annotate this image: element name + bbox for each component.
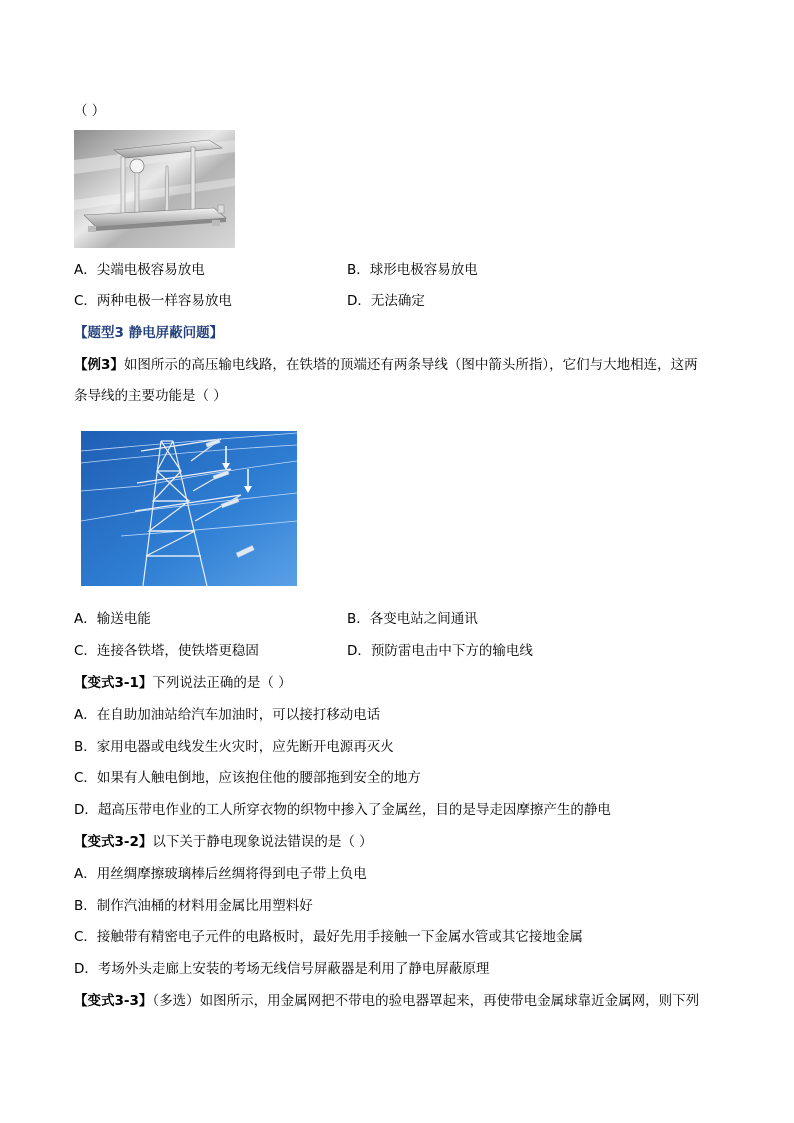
example3-tag: 【例3】 <box>74 357 124 373</box>
section-heading <box>74 323 223 343</box>
example3-option-b: B．各变电站之间通讯 <box>347 611 478 627</box>
example3-stem-line1 <box>74 355 698 375</box>
power-tower-figure <box>81 431 297 586</box>
example3-option-d: D．预防雷电击中下方的输电线 <box>347 643 533 659</box>
option-a: A．尖端电极容易放电 <box>74 262 205 278</box>
variant33-tag: 【变式3-3】 <box>74 993 153 1009</box>
example3-text-line1: 如图所示的高压输电线路，在铁塔的顶端还有两条导线（图中箭头所指），它们与大地相连，这两 <box>123 357 698 373</box>
variant31-stem <box>74 673 292 693</box>
variant31-tag: 【变式3-1】 <box>74 675 153 691</box>
variant32-tag: 【变式3-2】 <box>74 834 153 850</box>
power-tower-image <box>81 431 297 586</box>
variant31-option-d: D．超高压带电作业的工人所穿衣物的织物中掺入了金属丝，目的是导走因摩擦产生的静电 <box>74 802 611 818</box>
option-c: C．两种电极一样容易放电 <box>74 293 232 309</box>
example3-option-a: A．输送电能 <box>74 611 151 627</box>
variant32-text: 以下关于静电现象说法错误的是（ ） <box>152 834 373 850</box>
section-heading-close: 】 <box>209 325 224 341</box>
option-b: B．球形电极容易放电 <box>347 262 478 278</box>
option-d: D．无法确定 <box>347 293 425 309</box>
variant33-text: （多选）如图所示，用金属网把不带电的验电器罩起来，再使带电金属球靠近金属网，则下列 <box>152 993 700 1009</box>
variant32-option-c: C．接触带有精密电子元件的电路板时，最好先用手接触一下金属水管或其它接地金属 <box>74 929 583 945</box>
example3-option-c: C．连接各铁塔，使铁塔更稳固 <box>74 643 259 659</box>
variant32-option-a: A．用丝绸摩擦玻璃棒后丝绸将得到电子带上负电 <box>74 866 367 882</box>
answer-paren: （ ） <box>74 103 106 119</box>
section-heading-open: 【 <box>74 325 88 341</box>
variant31-option-c: C．如果有人触电倒地，应该抱住他的腰部拖到安全的地方 <box>74 770 421 786</box>
electrode-apparatus-figure <box>74 130 235 248</box>
section-heading-title: 题型3 静电屏蔽问题 <box>87 325 210 341</box>
variant32-stem <box>74 832 373 852</box>
variant31-text: 下列说法正确的是（ ） <box>152 675 292 691</box>
variant31-option-a: A．在自助加油站给汽车加油时，可以接打移动电话 <box>74 707 381 723</box>
example3-text-line2: 条导线的主要功能是（ ） <box>74 388 227 404</box>
variant31-option-b: B．家用电器或电线发生火灾时，应先断开电源再灭火 <box>74 739 394 755</box>
variant32-option-d: D．考场外头走廊上安装的考场无线信号屏蔽器是利用了静电屏蔽原理 <box>74 961 490 977</box>
variant32-option-b: B．制作汽油桶的材料用金属比用塑料好 <box>74 898 313 914</box>
variant33-stem <box>74 991 699 1011</box>
electrode-apparatus-image <box>74 130 235 248</box>
